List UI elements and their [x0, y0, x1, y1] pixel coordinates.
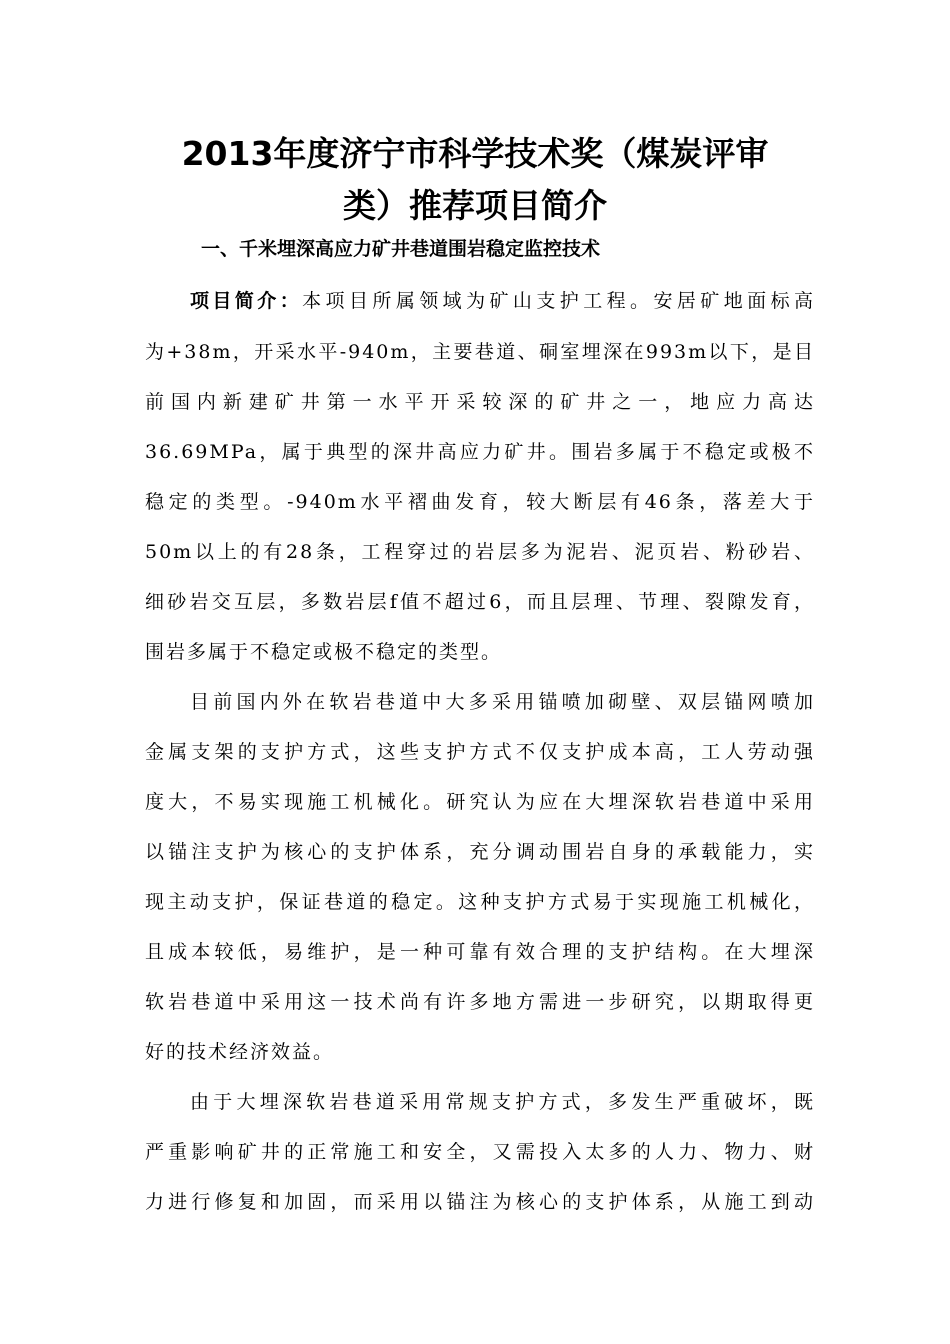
paragraph-2-line-1: 目前国内外在软岩巷道中大多采用锚喷加砌壁、双层锚网喷加: [190, 691, 815, 713]
paragraph-3-line-2: 严重影响矿井的正常施工和安全，又需投入太多的人力、物力、财: [145, 1141, 815, 1163]
paragraph-1-line-6: 50m以上的有28条，工程穿过的岩层多为泥岩、泥页岩、粉砂岩、: [145, 541, 815, 563]
paragraph-1-line-8: 围岩多属于不稳定或极不稳定的类型。: [145, 641, 503, 663]
document-title-line-1: 2013年度济宁市科学技术奖（煤炭评审: [181, 134, 769, 173]
paragraph-2-line-7: 软岩巷道中采用这一技术尚有许多地方需进一步研究，以期取得更: [145, 991, 815, 1013]
paragraph-1-line-5: 稳定的类型。-940m水平褶曲发育，较大断层有46条，落差大于: [145, 491, 815, 513]
paragraph-2-line-4: 以锚注支护为核心的支护体系，充分调动围岩自身的承载能力，实: [145, 841, 815, 863]
paragraph-3-line-3: 力进行修复和加固，而采用以锚注为核心的支护体系，从施工到动: [145, 1191, 815, 1213]
paragraph-1-line-1: [190, 285, 815, 317]
paragraph-1-line-3: 前国内新建矿井第一水平开采较深的矿井之一，地应力高达: [145, 391, 815, 413]
paragraph-1-line-7: 细砂岩交互层，多数岩层f值不超过6，而且层理、节理、裂隙发育，: [145, 591, 815, 613]
paragraph-2-line-8: 好的技术经济效益。: [145, 1041, 335, 1063]
section-heading: 一、千米埋深高应力矿井巷道围岩稳定监控技术: [201, 238, 601, 260]
document-title-line-2: 类）推荐项目简介: [343, 186, 607, 225]
paragraph-2-line-2: 金属支架的支护方式，这些支护方式不仅支护成本高，工人劳动强: [145, 741, 815, 763]
paragraph-2-line-5: 现主动支护，保证巷道的稳定。这种支护方式易于实现施工机械化，: [145, 891, 815, 913]
paragraph-1-line-4: 36.69MPa，属于典型的深井高应力矿井。围岩多属于不稳定或极不: [145, 441, 815, 463]
paragraph-1-line-2: 为+38m，开采水平-940m，主要巷道、硐室埋深在993m以下，是目: [145, 341, 815, 363]
paragraph-2-line-3: 度大，不易实现施工机械化。研究认为应在大埋深软岩巷道中采用: [145, 791, 815, 813]
paragraph-1-text-1: 本项目所属领域为矿山支护工程。安居矿地面标高: [302, 290, 815, 312]
paragraph-2-line-6: 且成本较低，易维护，是一种可靠有效合理的支护结构。在大埋深: [145, 941, 815, 963]
intro-label: 项目简介：: [190, 290, 303, 312]
paragraph-3-line-1: 由于大埋深软岩巷道采用常规支护方式，多发生严重破坏，既: [190, 1091, 815, 1113]
